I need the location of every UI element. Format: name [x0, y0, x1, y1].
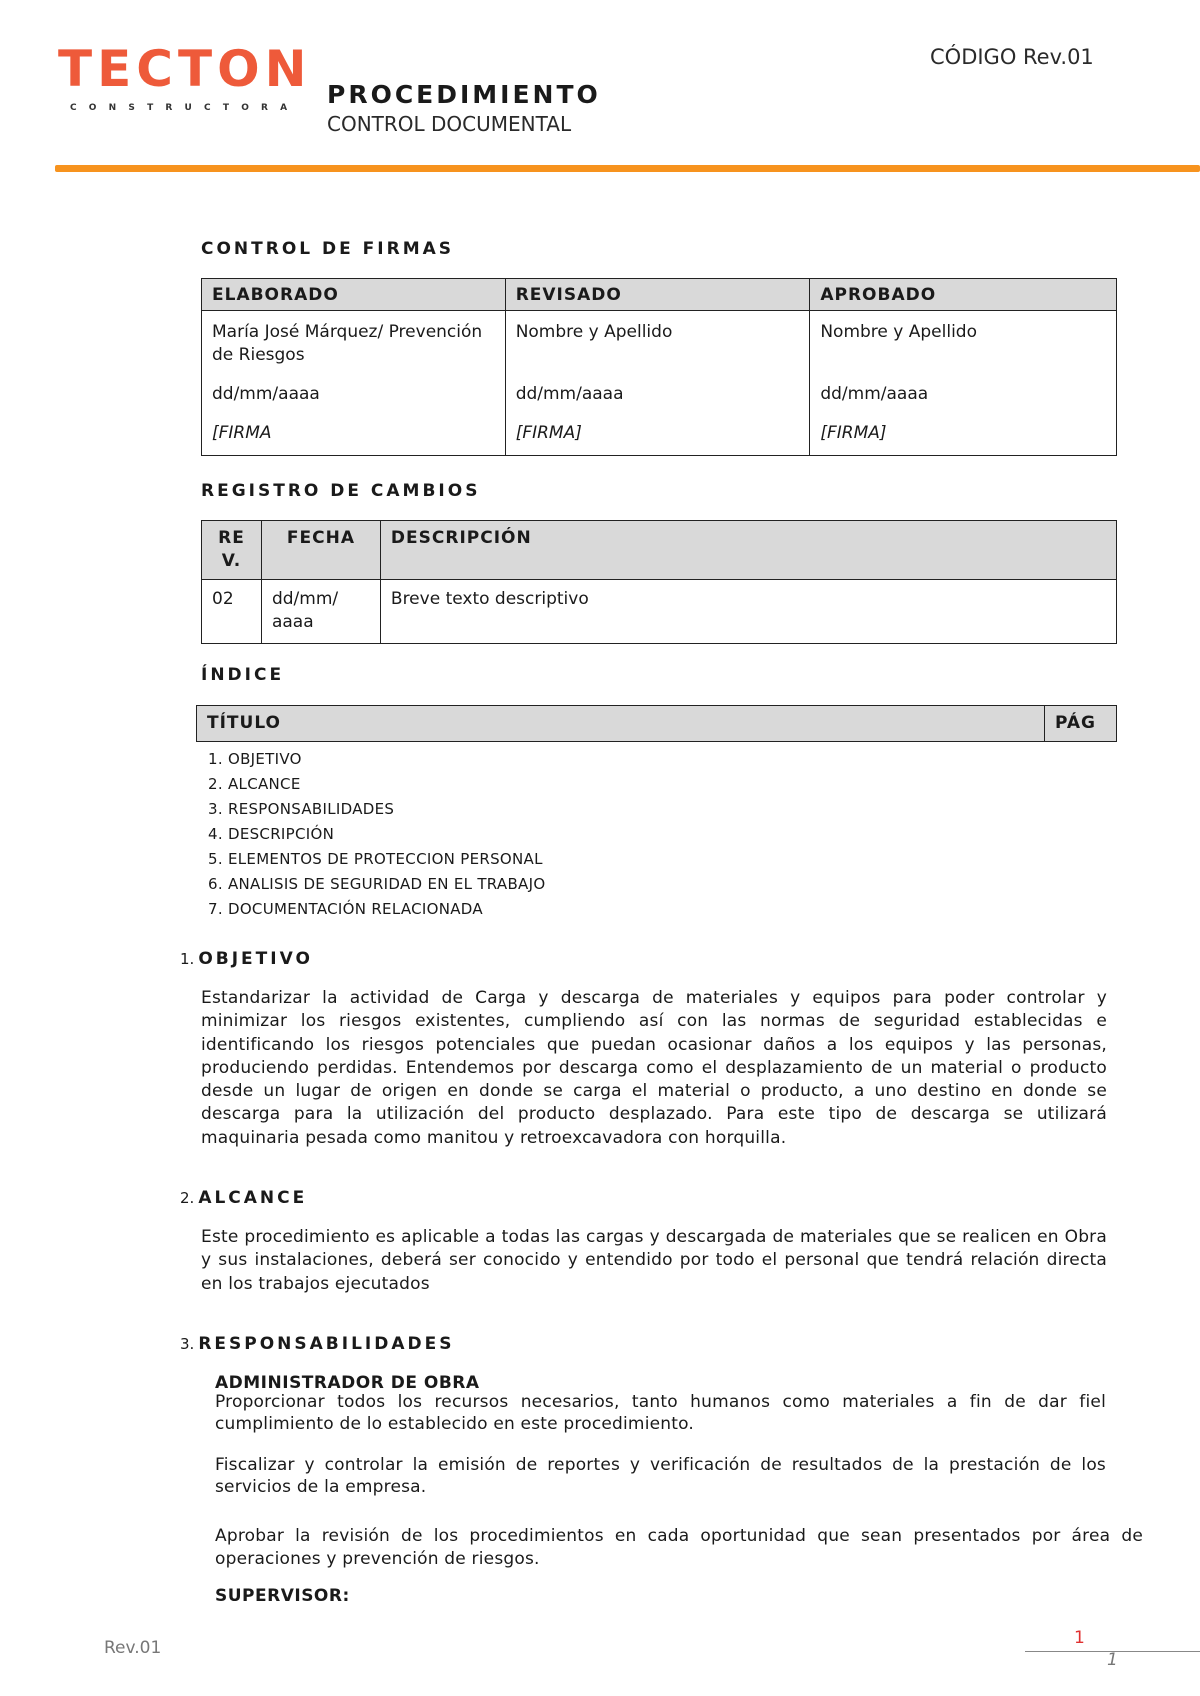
header-divider: [55, 165, 1200, 172]
admin-paragraph-3: Aprobar la revisión de los procedimientos en cada oportunidad que sean presentados por área de operaciones y prevención de riesgos.: [215, 1526, 1143, 1570]
column-header: ELABORADO: [202, 279, 506, 311]
toc-item[interactable]: 1. OBJETIVO: [208, 750, 302, 768]
section-number: 2.: [180, 1189, 195, 1207]
table-row: [202, 311, 1117, 456]
signer-name: Nombre y Apellido: [515, 322, 673, 342]
section-objetivo-heading: [180, 951, 313, 968]
table-header-row: [202, 521, 1117, 580]
column-header-title: TÍTULO: [197, 706, 1045, 742]
index-table: [196, 705, 1117, 742]
signatures-table: [201, 278, 1117, 456]
company-logo-subtext: CONSTRUCTORA: [70, 103, 300, 113]
role-title-administrador: ADMINISTRADOR DE OBRA: [215, 1373, 480, 1393]
signer-name: Nombre y Apellido: [820, 322, 977, 342]
section-alcance-heading: [180, 1190, 307, 1207]
toc-item[interactable]: 6. ANALISIS DE SEGURIDAD EN EL TRABAJO: [208, 875, 546, 893]
signature-cell-elaborado: [202, 311, 506, 456]
cambios-heading: REGISTRO DE CAMBIOS: [201, 481, 481, 501]
column-header: RE V.: [202, 521, 262, 580]
table-header-row: [197, 706, 1117, 742]
column-header: FECHA: [261, 521, 380, 580]
section-title: OBJETIVO: [198, 949, 313, 969]
admin-paragraph-2: Fiscalizar y controlar la emisión de reportes y verificación de resultados de la prestación de los servicios de la empresa.: [215, 1455, 1106, 1497]
signature-cell-revisado: [505, 311, 810, 456]
company-logo: TECTON: [58, 40, 312, 98]
document-title: PROCEDIMIENTO: [327, 80, 601, 109]
toc-item[interactable]: 3. RESPONSABILIDADES: [208, 800, 395, 818]
admin-paragraph-1: Proporcionar todos los recursos necesarios, tanto humanos como materiales a fin de dar fiel cumplimiento de lo establecido en este procedimiento.: [215, 1392, 1106, 1434]
column-header-page: PÁG: [1045, 706, 1117, 742]
section-title: ALCANCE: [198, 1188, 308, 1208]
page-total: 1: [1107, 1650, 1118, 1670]
toc-item[interactable]: 4. DESCRIPCIÓN: [208, 825, 335, 843]
footer-revision: Rev.01: [104, 1638, 162, 1658]
signature-cell-aprobado: [810, 311, 1117, 456]
column-header: REVISADO: [505, 279, 810, 311]
firmas-heading: CONTROL DE FIRMAS: [201, 239, 455, 259]
description-cell: Breve texto descriptivo: [380, 580, 1116, 644]
signer-name: María José Márquez/ Prevención de Riesgos: [212, 322, 483, 365]
section-number: 3.: [180, 1335, 195, 1353]
toc-item[interactable]: 7. DOCUMENTACIÓN RELACIONADA: [208, 900, 483, 918]
objetivo-paragraph: Estandarizar la actividad de Carga y descarga de materiales y equipos para poder controlar y minimizar los riesgos existentes, cumpliendo así con las normas de seguridad establecidas e identificando los riesgos potenciales que puedan ocasionar daños a los equipos y las personas, produciendo perdidas. Entendemos por descarga como el desplazamiento de un material o producto desde un lugar de origen en donde se carga el material o producto, a uno destino en donde se descarga para la utilización del producto desplazado. Para este tipo de descarga se utilizará maquinaria pesada como manitou y retroexcavadora con horquilla.: [201, 988, 1107, 1148]
signer-date: dd/mm/aaaa: [515, 384, 624, 404]
alcance-paragraph: Este procedimiento es aplicable a todas las cargas y descargada de materiales que se realicen en Obra y sus instalaciones, deberá ser conocido y entendido por todo el personal que tendrá relación directa en los trabajos ejecutados: [201, 1227, 1107, 1294]
table-header-row: [202, 279, 1117, 311]
column-header: DESCRIPCIÓN: [380, 521, 1116, 580]
date-cell: dd/mm/ aaaa: [261, 580, 380, 644]
rev-cell: 02: [202, 580, 262, 644]
document-subtitle: CONTROL DOCUMENTAL: [327, 112, 572, 136]
section-responsabilidades-heading: [180, 1336, 454, 1353]
indice-heading: ÍNDICE: [201, 665, 285, 685]
toc-item[interactable]: 2. ALCANCE: [208, 775, 301, 793]
document-code: CÓDIGO Rev.01: [930, 45, 1094, 69]
section-number: 1.: [180, 950, 195, 968]
section-title: RESPONSABILIDADES: [198, 1334, 455, 1354]
signature-placeholder: [FIRMA]: [515, 423, 582, 443]
page-number: 1: [1074, 1628, 1085, 1648]
changes-table: [201, 520, 1117, 644]
signature-placeholder: [FIRMA]: [820, 423, 887, 443]
toc-item[interactable]: 5. ELEMENTOS DE PROTECCION PERSONAL: [208, 850, 543, 868]
signer-date: dd/mm/aaaa: [820, 384, 929, 404]
role-title-supervisor: SUPERVISOR:: [215, 1586, 350, 1606]
table-of-contents: [208, 747, 545, 922]
table-row: [202, 580, 1117, 644]
signature-placeholder: [FIRMA: [212, 423, 272, 443]
signer-date: dd/mm/aaaa: [212, 384, 320, 404]
column-header: APROBADO: [810, 279, 1117, 311]
